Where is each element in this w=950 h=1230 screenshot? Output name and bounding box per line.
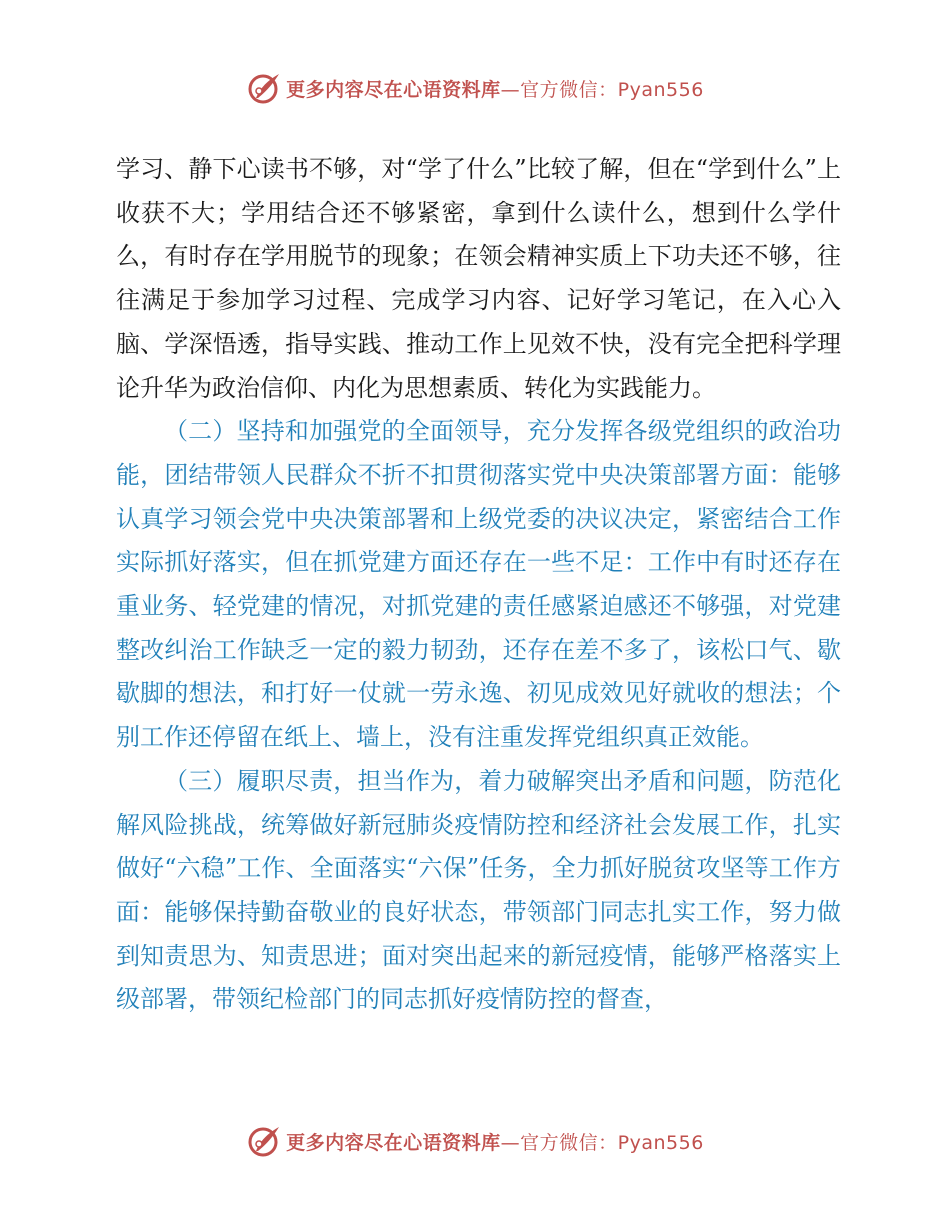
footer-banner: [0, 1121, 950, 1161]
banner-wechat: —官方微信：Pyan556: [500, 78, 704, 101]
banner-title: 更多内容尽在心语资料库: [286, 1131, 501, 1154]
banner-wechat: —官方微信：Pyan556: [500, 1131, 704, 1154]
header-banner: [0, 68, 950, 108]
paragraph-section-2: （二）坚持和加强党的全面领导，充分发挥各级党组织的政治功能，团结带领人民群众不折不扣贯彻落实党中央决策部署方面：能够认真学习领会党中央决策部署和上级党委的决议决定，紧密结合工作实际抓好落实，但在抓党建方面还存在一些不足：工作中有时还存在重业务、轻党建的情况，对抓党建的责任感紧迫感还不够强，对党建整改纠治工作缺乏一定的毅力韧劲，还存在差不多了，该松口气、歇歇脚的想法，和打好一仗就一劳永逸、初见成效见好就收的想法；个别工作还停留在纸上、墙上，没有注重发挥党组织真正效能。: [116, 417, 841, 752]
banner-text: [286, 75, 704, 102]
paragraph-continued: 学习、静下心读书不够，对“学了什么”比较了解，但在“学到什么”上收获不大；学用结合还不够紧密，拿到什么读什么，想到什么学什么，有时存在学用脱节的现象；在领会精神实质上下功夫还不够，往往满足于参加学习过程、完成学习内容、记好学习笔记，在入心入脑、学深悟透，指导实践、推动工作上见效不快，没有完全把科学理论升华为政治信仰、内化为思想素质、转化为实践能力。: [116, 155, 841, 402]
document-body: [116, 148, 841, 1022]
quill-logo-icon: [246, 1123, 282, 1159]
quill-logo-icon: [246, 70, 282, 106]
banner-title: 更多内容尽在心语资料库: [286, 78, 501, 101]
banner-text: [286, 1128, 704, 1155]
paragraph-section-3: （三）履职尽责，担当作为，着力破解突出矛盾和问题，防范化解风险挑战，统筹做好新冠肺炎疫情防控和经济社会发展工作，扎实做好“六稳”工作、全面落实“六保”任务，全力抓好脱贫攻坚等工作方面：能够保持勤奋敬业的良好状态，带领部门同志扎实工作，努力做到知责思为、知责思进；面对突出起来的新冠疫情，能够严格落实上级部署，带领纪检部门的同志抓好疫情防控的督查，: [116, 766, 841, 1014]
